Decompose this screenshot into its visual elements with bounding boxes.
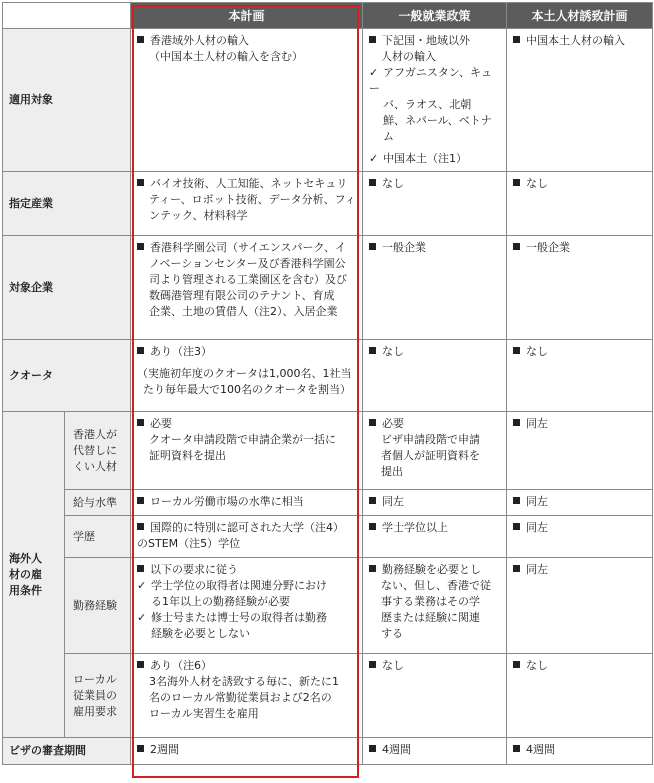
row-conditions-irreplaceable (3, 412, 653, 490)
bullet-square-icon (513, 419, 520, 426)
cell-quota-general: なし (363, 340, 507, 412)
bullet-square-icon (369, 745, 376, 752)
row-conditions-salary (3, 490, 653, 516)
cell-irreplaceable-plan: 必要 クオータ申請段階で申請企業が一括に 証明資料を提出 (131, 412, 363, 490)
cell-company-plan: 香港科学園公司（サイエンスパーク、イ ノベーションセンター及び香港科学園公 司より管理される工業園区を含む）及び 数碼港管理有限公司のテナント、育成 企業、土地の賃借人（注2）、入居企業 (131, 236, 363, 340)
bullet-square-icon (369, 419, 376, 426)
cell-quota-plan: あり（注3） （実施初年度のクオータは1,000名、1社当 たり毎年最大で100名のクオータを割当） (131, 340, 363, 412)
bullet-square-icon (513, 36, 520, 43)
bullet-square-icon (513, 523, 520, 530)
sublabel-education: 学歴 (65, 516, 131, 558)
cell-company-general: 一般企業 (363, 236, 507, 340)
cell-quota-mainland: なし (507, 340, 653, 412)
cell-salary-general: 同左 (363, 490, 507, 516)
cell-visa-mainland: 4週間 (507, 738, 653, 765)
row-label-company: 対象企業 (3, 236, 131, 340)
cell-local-hiring-mainland: なし (507, 654, 653, 738)
bullet-square-icon (513, 661, 520, 668)
bullet-square-icon (369, 179, 376, 186)
bullet-square-icon (137, 661, 144, 668)
bullet-square-icon (513, 565, 520, 572)
bullet-square-icon (137, 523, 144, 530)
sublabel-salary: 給与水準 (65, 490, 131, 516)
cell-salary-plan: ローカル労働市場の水準に相当 (131, 490, 363, 516)
cell-education-mainland: 同左 (507, 516, 653, 558)
row-conditions-education (3, 516, 653, 558)
bullet-square-icon (137, 243, 144, 250)
sublabel-irreplaceable: 香港人が 代替しに くい人材 (65, 412, 131, 490)
bullet-square-icon (137, 36, 144, 43)
cell-experience-mainland: 同左 (507, 558, 653, 654)
cell-applicable-general: 下記国・地域以外 人材の輸入 ✓ アフガニスタン、キュー バ、ラオス、北朝 鮮、ネパール、ベトナ ム ✓ 中国本土（注1） (363, 29, 507, 172)
row-label-applicable: 適用対象 (3, 29, 131, 172)
bullet-square-icon (137, 347, 144, 354)
cell-industry-general: なし (363, 172, 507, 236)
header-mainland-scheme: 本土人材誘致計画 (507, 3, 653, 29)
bullet-square-icon (369, 565, 376, 572)
sublabel-experience: 勤務経験 (65, 558, 131, 654)
cell-irreplaceable-general: 必要 ビザ申請段階で申請 者個人が証明資料を 提出 (363, 412, 507, 490)
cell-experience-general: 勤務経験を必要とし ない、但し、香港で従 事する業務はその学 歴または経験に関連 する (363, 558, 507, 654)
bullet-square-icon (369, 36, 376, 43)
row-company (3, 236, 653, 340)
cell-company-mainland: 一般企業 (507, 236, 653, 340)
bullet-square-icon (369, 661, 376, 668)
row-conditions-experience (3, 558, 653, 654)
cell-applicable-plan: 香港域外人材の輸入 （中国本土人材の輸入を含む） (131, 29, 363, 172)
check-icon: ✓ (137, 611, 147, 624)
bullet-square-icon (137, 497, 144, 504)
bullet-square-icon (369, 243, 376, 250)
row-label-conditions: 海外人 材の雇 用条件 (3, 412, 65, 738)
comparison-table (2, 2, 653, 765)
row-visa (3, 738, 653, 765)
header-plan: 本計画 (131, 3, 363, 29)
check-icon: ✓ (137, 579, 147, 592)
header-general-policy: 一般就業政策 (363, 3, 507, 29)
bullet-square-icon (513, 347, 520, 354)
row-quota (3, 340, 653, 412)
cell-industry-mainland: なし (507, 172, 653, 236)
cell-local-hiring-general: なし (363, 654, 507, 738)
row-conditions-local-hiring (3, 654, 653, 738)
row-applicable (3, 29, 653, 172)
bullet-square-icon (513, 497, 520, 504)
bullet-square-icon (369, 523, 376, 530)
cell-irreplaceable-mainland: 同左 (507, 412, 653, 490)
row-industry (3, 172, 653, 236)
cell-education-plan: 国際的に特別に認可された大学（注4） のSTEM（注5）学位 (131, 516, 363, 558)
row-label-industry: 指定産業 (3, 172, 131, 236)
cell-industry-plan: バイオ技術、人工知能、ネットセキュリ ティー、ロボット技術、データ分析、フィ ンテック、材料科学 (131, 172, 363, 236)
bullet-square-icon (369, 497, 376, 504)
cell-education-general: 学士学位以上 (363, 516, 507, 558)
row-label-quota: クオータ (3, 340, 131, 412)
row-label-visa: ビザの審査期間 (3, 738, 131, 765)
cell-local-hiring-plan: あり（注6） 3名海外人材を誘致する毎に、新たに1 名のローカル常勤従業員および2名の ローカル実習生を雇用 (131, 654, 363, 738)
bullet-square-icon (513, 179, 520, 186)
cell-experience-plan: 以下の要求に従う ✓ 学士学位の取得者は関連分野におけ る1年以上の勤務経験が必要 ✓ 修士号または博士号の取得者は勤務 経験を必要としない (131, 558, 363, 654)
header-blank (3, 3, 131, 29)
header-row (3, 3, 653, 29)
bullet-square-icon (137, 565, 144, 572)
cell-salary-mainland: 同左 (507, 490, 653, 516)
bullet-square-icon (137, 179, 144, 186)
bullet-square-icon (137, 745, 144, 752)
bullet-square-icon (513, 745, 520, 752)
cell-applicable-mainland: 中国本土人材の輸入 (507, 29, 653, 172)
bullet-square-icon (513, 243, 520, 250)
comparison-table-figure (0, 2, 654, 783)
bullet-square-icon (137, 419, 144, 426)
cell-visa-plan: 2週間 (131, 738, 363, 765)
bullet-square-icon (369, 347, 376, 354)
check-icon: ✓ (369, 152, 379, 165)
sublabel-local-hiring: ローカル 従業員の 雇用要求 (65, 654, 131, 738)
check-icon: ✓ (369, 66, 379, 79)
cell-visa-general: 4週間 (363, 738, 507, 765)
